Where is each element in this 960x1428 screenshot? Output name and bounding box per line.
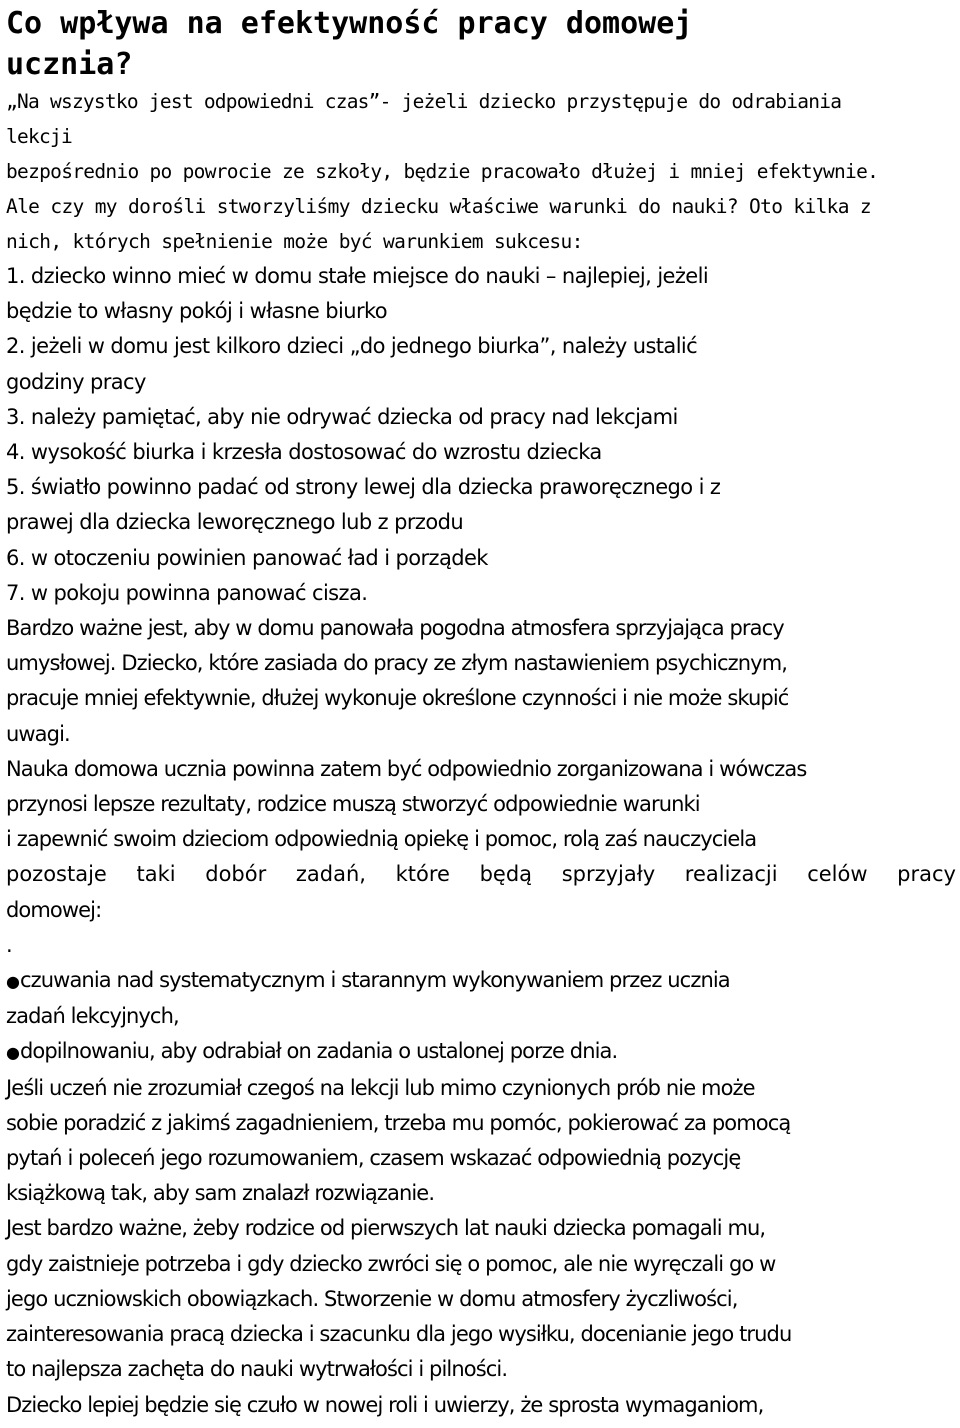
help-paragraph <box>6 1071 956 1212</box>
word: realizacji <box>684 862 778 887</box>
paragraph-line: to najlepsza zachęta do nauki wytrwałości i pilności. <box>6 1357 508 1382</box>
bullet-continuation: zadań lekcyjnych, <box>6 1004 179 1029</box>
intro-line: „Na wszystko jest odpowiedni czas”- jeżeli dziecko przystępuje do odrabiania <box>6 90 842 113</box>
paragraph-line: pytań i poleceń jego rozumowaniem, czasem wskazać odpowiednią pozycję <box>6 1146 741 1171</box>
intro-paragraph <box>6 84 956 189</box>
paragraph-line: zainteresowania pracą dziecka i szacunku dla jego wysiłku, docenianie jego trudu <box>6 1322 792 1347</box>
condition-line: 3. należy pamiętać, aby nie odrywać dziecka od pracy nad lekcjami <box>6 404 678 429</box>
bullet-item <box>6 1034 956 1070</box>
word: pracy <box>897 862 956 887</box>
word: które <box>395 862 450 887</box>
word: taki <box>136 862 176 887</box>
condition-line: 2. jeżeli w domu jest kilkoro dzieci „do jednego biurka”, należy ustalić <box>6 334 698 359</box>
last-line: Dziecko lepiej będzie się czuło w nowej roli i uwierzy, że sprosta wymaganiom, <box>6 1392 764 1417</box>
word: celów <box>807 862 868 887</box>
intro-line: lekcji <box>6 125 72 148</box>
intro-line: bezpośrednio po powrocie ze szkoły, będzie pracowało dłużej i mniej efektywnie. <box>6 160 879 183</box>
condition-line: 4. wysokość biurka i krzesła dostosować do wzrostu dziecka <box>6 440 602 465</box>
condition-line: 7. w pokoju powinna panować cisza. <box>6 580 368 605</box>
bullet-item <box>6 963 956 999</box>
paragraph-line: przynosi lepsze rezultaty, rodzice muszą stworzyć odpowiednie warunki <box>6 792 700 817</box>
word: pozostaje <box>6 862 107 887</box>
paragraph-line: domowej: <box>6 897 102 922</box>
condition-line: prawej dla dziecka leworęcznego lub z przodu <box>6 510 464 535</box>
word: będą <box>479 862 533 887</box>
condition-line: 1. dziecko winno mieć w domu stałe miejsce do nauki – najlepiej, jeżeli <box>6 264 709 288</box>
dot-line: . <box>6 932 12 957</box>
question-line: nich, których spełnienie może być warunkiem sukcesu: <box>6 230 583 253</box>
organization-paragraph <box>6 752 956 963</box>
bullet-text: dopilnowaniu, aby odrabiał on zadania o ustalonej porze dnia. <box>20 1039 618 1064</box>
paragraph-line: sobie poradzić z jakimś zagadnieniem, trzeba mu pomóc, pokierować za pomocą <box>6 1110 791 1135</box>
paragraph-line: książkową tak, aby sam znalazł rozwiązanie. <box>6 1181 435 1206</box>
conditions-list <box>6 259 956 611</box>
paragraph-line: jego uczniowskich obowiązkach. Stworzenie w domu atmosfery życzliwości, <box>6 1286 738 1311</box>
paragraph-line: Bardzo ważne jest, aby w domu panowała pogodna atmosfera sprzyjająca pracy <box>6 616 784 641</box>
justified-line <box>6 857 956 892</box>
paragraph-line: Nauka domowa ucznia powinna zatem być odpowiednio zorganizowana i wówczas <box>6 756 807 781</box>
document-title <box>6 0 956 88</box>
word: dobór <box>205 862 267 887</box>
paragraph-line: Jest bardzo ważne, żeby rodzice od pierwszych lat nauki dziecka pomagali mu, <box>6 1216 766 1241</box>
question-line: Ale czy my dorośli stworzyliśmy dziecku właściwe warunki do nauki? Oto kilka z <box>6 195 872 218</box>
paragraph-line: Jeśli uczeń nie zrozumiał czegoś na lekcji lub mimo czynionych prób nie może <box>6 1075 755 1100</box>
paragraph-line: umysłowej. Dziecko, które zasiada do pracy ze złym nastawieniem psychicznym, <box>6 651 788 676</box>
document <box>6 0 956 1423</box>
condition-line: 5. światło powinno padać od strony lewej dla dziecka praworęcznego i z <box>6 475 721 500</box>
bullet-list <box>6 963 956 1071</box>
question-paragraph <box>6 189 956 259</box>
condition-line: godziny pracy <box>6 369 146 394</box>
word: sprzyjały <box>561 862 656 887</box>
paragraph-line: i zapewnić swoim dzieciom odpowiednią opiekę i pomoc, rolą zaś nauczyciela <box>6 827 757 852</box>
word: zadań, <box>295 862 366 887</box>
title-line-1: Co wpływa na efektywność pracy domowej <box>6 6 693 41</box>
bullet-icon: ● <box>6 972 20 992</box>
parents-paragraph <box>6 1211 956 1387</box>
paragraph-line: uwagi. <box>6 721 70 746</box>
condition-line: będzie to własny pokój i własne biurko <box>6 299 388 324</box>
paragraph-line: pracuje mniej efektywnie, dłużej wykonuje określone czynności i nie może skupić <box>6 686 789 711</box>
paragraph-line: gdy zaistnieje potrzeba i gdy dziecko zwróci się o pomoc, ale nie wyręczali go w <box>6 1251 776 1276</box>
bullet-icon: ● <box>6 1043 20 1063</box>
condition-line: 6. w otoczeniu powinien panować ład i porządek <box>6 545 488 570</box>
atmosphere-paragraph <box>6 611 956 752</box>
title-line-2: ucznia? <box>6 47 133 82</box>
bullet-text: czuwania nad systematycznym i starannym wykonywaniem przez ucznia <box>20 968 730 993</box>
